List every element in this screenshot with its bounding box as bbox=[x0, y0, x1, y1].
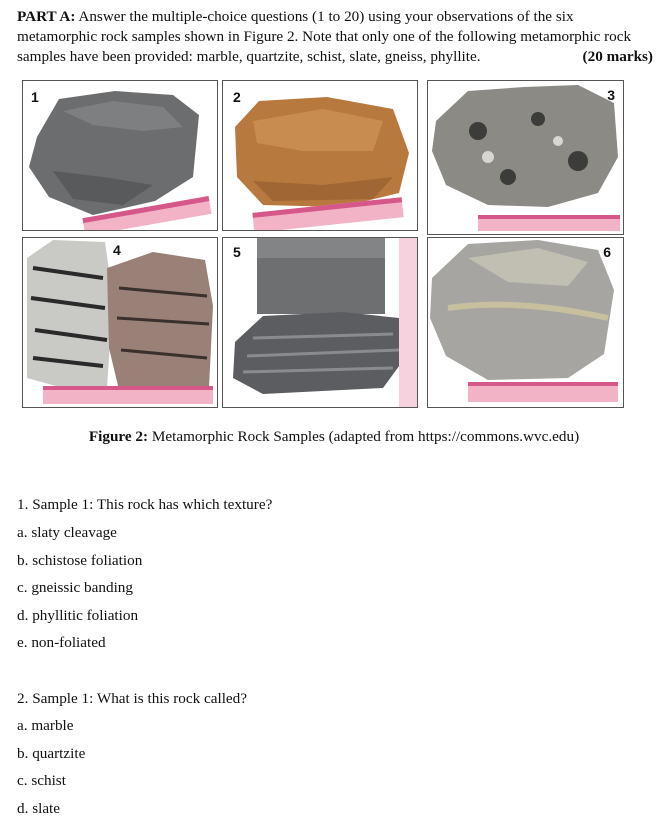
marks-label: (20 marks) bbox=[582, 48, 653, 65]
question-2-prompt: 2. Sample 1: What is this rock called? bbox=[17, 690, 248, 707]
question-2-option[interactable]: d. slate bbox=[17, 800, 61, 817]
sample-5-photo bbox=[222, 237, 418, 408]
question-2-option[interactable]: b. quartzite bbox=[17, 745, 86, 762]
figure-caption bbox=[0, 428, 668, 446]
sample-number: 6 bbox=[603, 244, 611, 260]
question-1-option[interactable]: a. slaty cleavage bbox=[17, 524, 117, 541]
sample-2-photo bbox=[222, 80, 418, 231]
sample-4-photo bbox=[22, 237, 218, 408]
sample-number: 5 bbox=[233, 244, 241, 260]
instructions bbox=[17, 7, 653, 67]
caption-text: Metamorphic Rock Samples (adapted from https://commons.wvc.edu) bbox=[148, 428, 580, 445]
question-2-option[interactable]: a. marble bbox=[17, 717, 74, 734]
caption-label: Figure 2: bbox=[88, 428, 149, 445]
question-1-option[interactable]: b. schistose foliation bbox=[17, 552, 143, 569]
question-1-prompt: 1. Sample 1: This rock has which texture? bbox=[17, 496, 273, 513]
question-1-option[interactable]: e. non-foliated bbox=[17, 634, 106, 651]
sample-3-photo bbox=[427, 80, 624, 235]
sample-number: 2 bbox=[233, 89, 241, 105]
question-1-option[interactable]: d. phyllitic foliation bbox=[17, 607, 139, 624]
figure-2 bbox=[22, 80, 622, 406]
sample-number: 3 bbox=[607, 87, 615, 103]
instructions-text: Answer the multiple-choice questions (1 to 20) using your observations of the six metamorphic rock samples shown in Figure 2. Note that only one of the following metamorphic rock samples have been provided: marble, quartzite, schist, slate, gneiss, phyllite. bbox=[17, 8, 632, 65]
sample-6-photo bbox=[427, 237, 624, 408]
sample-number: 1 bbox=[31, 89, 39, 105]
sample-number: 4 bbox=[113, 242, 121, 258]
question-1-option[interactable]: c. gneissic banding bbox=[17, 579, 133, 596]
question-2-option[interactable]: c. schist bbox=[17, 772, 66, 789]
part-label: PART A: bbox=[17, 8, 76, 25]
sample-1-photo bbox=[22, 80, 218, 231]
